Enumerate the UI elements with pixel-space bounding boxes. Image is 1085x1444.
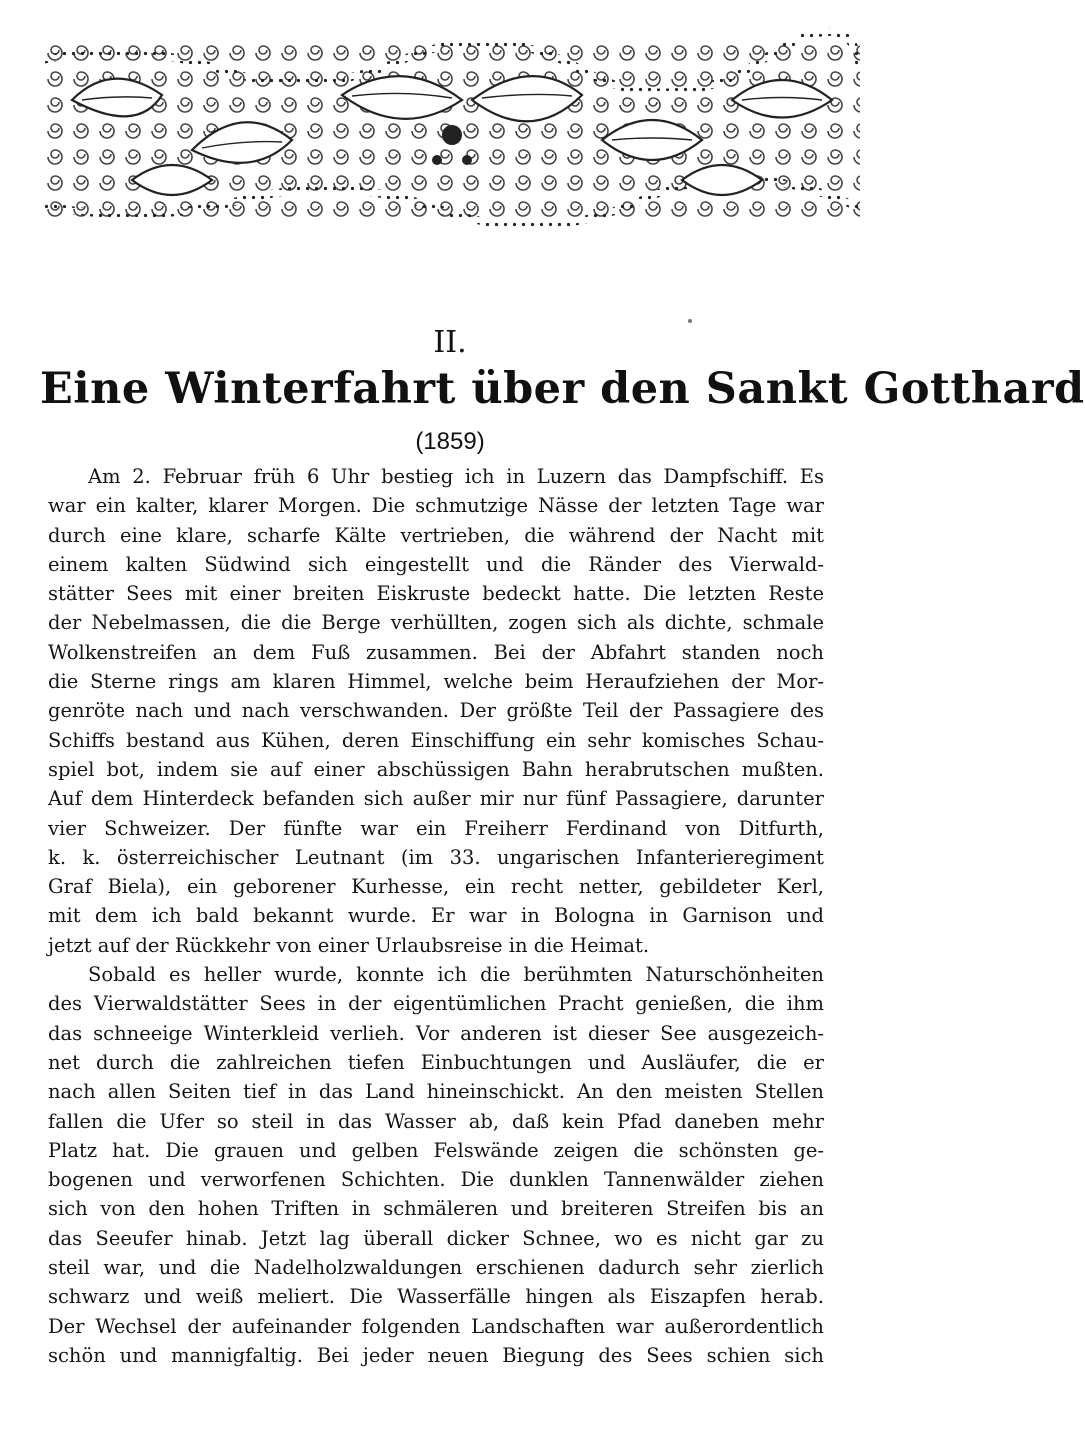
text-line: Platz hat. Die grauen und gelben Felswände zeigen die schönsten ge- [48,1138,824,1162]
text-line: bogenen und verworfenen Schichten. Die dunklen Tannenwälder ziehen [48,1168,824,1192]
text-line: Graf Biela), ein geborener Kurhesse, ein recht netter, gebildeter Kerl, [48,875,824,899]
specks [688,319,692,323]
text-line: war ein kalter, klarer Morgen. Die schmutzige Nässe der letzten Tage war [48,494,824,518]
chapter-number: II. [433,325,467,360]
text-line: durch eine klare, scharfe Kälte vertrieben, die während der Nacht mit [48,523,824,547]
text-line: jetzt auf der Rückkehr von einer Urlaubsreise in die Heimat. [48,933,650,957]
text-line: net durch die zahlreichen tiefen Einbuchtungen und Ausläufer, die er [48,1050,824,1074]
text-line: der Nebelmassen, die die Berge verhüllten, zogen sich als dichte, schmale [48,611,824,635]
text-line: Wolkenstreifen an dem Fuß zusammen. Bei der Abfahrt standen noch [48,640,824,664]
text-line: mit dem ich bald bekannt wurde. Er war in Bologna in Garnison und [48,904,824,928]
text-line: Am 2. Februar früh 6 Uhr bestieg ich in Luzern das Dampfschiff. Es [88,465,824,488]
text-line: nach allen Seiten tief in das Land hineinschickt. An den meisten Stellen [48,1080,824,1104]
text-line: k. k. österreichischer Leutnant (im 33. ungarischen Infanterieregiment [48,845,824,869]
text-line: Sobald es heller wurde, konnte ich die berühmten Naturschönheiten [88,963,824,987]
text-line: schwarz und weiß meliert. Die Wasserfälle hingen als Eiszapfen herab. [48,1285,824,1309]
chapter-title: Eine Winterfahrt über den Sankt Gotthard [40,364,1085,414]
text-line: Auf dem Hinterdeck befanden sich außer mir nur fünf Passagiere, darunter [48,787,824,811]
text-line: steil war, und die Nadelholzwaldungen erschienen dadurch sehr zierlich [48,1256,824,1280]
body-text [48,462,824,1370]
text-line: das schneeige Winterkleid verlieh. Vor anderen ist dieser See ausgezeich- [48,1021,824,1045]
text-line: genröte nach und nach verschwanden. Der größte Teil der Passagiere des [48,699,824,723]
text-line: die Sterne rings am klaren Himmel, welche beim Heraufziehen der Mor- [48,670,824,694]
chapter-year: (1859) [415,428,485,455]
text-line: spiel bot, indem sie auf einer abschüssigen Bahn herabrutschen mußten. [48,757,824,781]
text-line: Der Wechsel der aufeinander folgenden Landschaften war außerordentlich [48,1314,824,1338]
text-line: das Seeufer hinab. Jetzt lag überall dicker Schnee, wo es nicht gar zu [48,1226,824,1250]
text-line: sich von den hohen Triften in schmäleren und breiteren Streifen bis an [48,1197,824,1221]
text-line: stätter Sees mit einer breiten Eiskruste bedeckt hatte. Die letzten Reste [48,582,824,606]
text-line: einem kalten Südwind sich eingestellt und die Ränder des Vierwald- [48,552,824,576]
text-line: schön und mannigfaltig. Bei jeder neuen Biegung des Sees schien sich [48,1343,824,1367]
text-line: des Vierwaldstätter Sees in der eigentümlichen Pracht genießen, die ihm [48,992,824,1016]
text-line: Schiffs bestand aus Kühen, deren Einschiffung ein sehr komisches Schau- [48,728,824,752]
text-line: vier Schweizer. Der fünfte war ein Freiherr Ferdinand von Ditfurth, [48,816,824,840]
floral-ornament-header [42,40,860,226]
text-line: fallen die Ufer so steil in das Wasser ab, daß kein Pfad daneben mehr [48,1109,824,1133]
